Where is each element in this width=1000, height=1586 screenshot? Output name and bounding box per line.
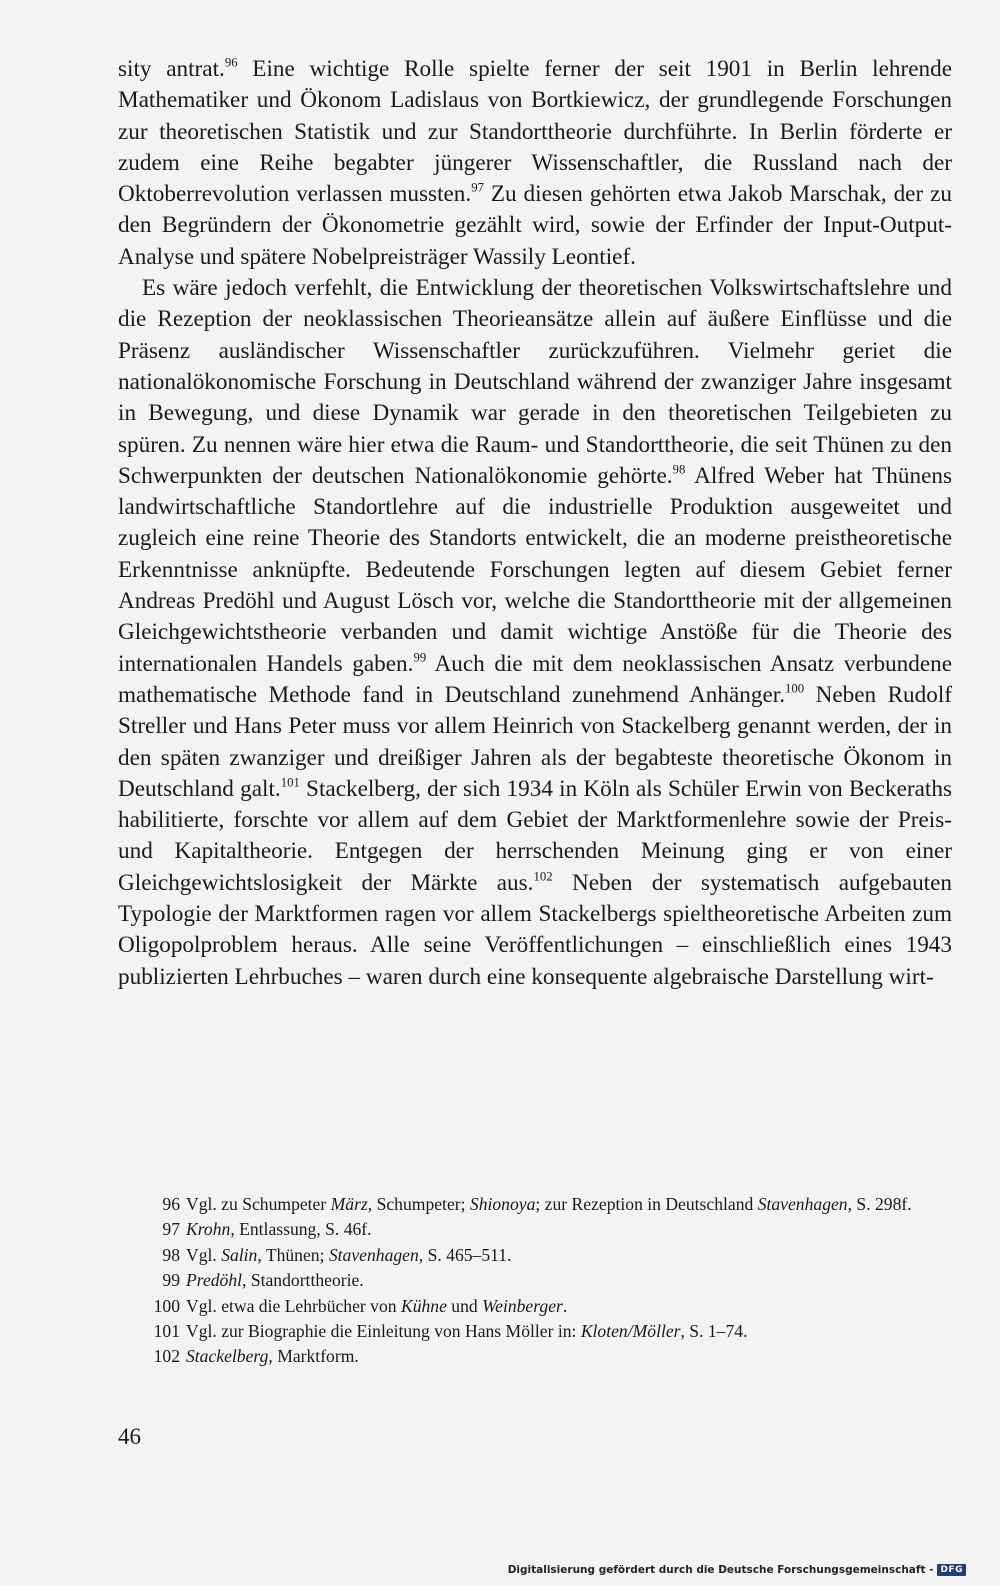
italic-text: Kühne — [400, 1295, 447, 1316]
text-run: Zu diesen gehörten etwa Jakob Marschak, der zu den Begründern der Ökonometrie gezählt wird, sowie der Erfinder der Input-Output-Analyse und spätere Nobelpreisträger Wassily Leontief. — [118, 181, 952, 270]
paragraph — [118, 54, 952, 273]
footnote — [118, 1344, 952, 1369]
footnote-ref: 100 — [785, 681, 805, 696]
italic-text: Stackelberg — [186, 1346, 269, 1367]
italic-text: Predöhl — [186, 1270, 243, 1291]
footnote-text — [186, 1217, 952, 1242]
footnote-ref: 97 — [471, 180, 484, 195]
italic-text: Weinberger — [482, 1295, 563, 1316]
italic-text: Shionoya — [469, 1194, 536, 1214]
text-run: sity antrat. — [118, 56, 225, 82]
text-run: Vgl. — [186, 1244, 222, 1265]
text-run: Auch die mit dem neoklassischen Ansatz verbundene mathematische Methode fand in Deutschland zunehmend Anhänger. — [118, 650, 952, 708]
footnote — [118, 1217, 952, 1242]
text-run: Stackelberg, der sich 1934 in Köln als Schüler Erwin von Beckeraths habilitierte, forschte vor allem auf dem Gebiet der Marktformenlehre sowie der Preis- und Kapitaltheorie. Entgegen der herrschenden Meinung ging er von einer Gleichgewichtslosigkeit der Märkte aus. — [118, 775, 952, 896]
text-run: Vgl. zu Schumpeter — [186, 1194, 331, 1214]
text-run: , S. 298f. — [847, 1194, 912, 1214]
footnote — [118, 1268, 952, 1293]
footnote-text — [186, 1294, 952, 1319]
footnote-text — [186, 1344, 952, 1369]
text-run: Es wäre jedoch verfehlt, die Entwicklung der theoretischen Volkswirtschaftslehre und die Rezeption der neoklassischen Theorieansätze allein auf äußere Einflüsse und die Präsenz ausländischer Wissenschaftler zurückzuführen. Vielmehr geriet die nationalökonomische Forschung in Deutschland während der zwanziger Jahre insgesamt in Bewegung, und diese Dynamik war gerade in den theoretischen Teilgebieten zu spüren. Zu nennen wäre hier etwa die Raum- und Standorttheorie, die seit Thünen zu den Schwerpunkten der deutschen Nationalökonomie gehörte. — [118, 275, 952, 489]
footnote-number: 98 — [162, 1244, 180, 1265]
footnote-number: 96 — [162, 1194, 180, 1214]
footnote-ref: 99 — [413, 650, 427, 665]
text-run: , Thünen; — [257, 1244, 329, 1265]
text-run: Vgl. etwa die Lehrbücher von — [186, 1295, 401, 1316]
footnote-ref: 102 — [533, 869, 553, 884]
italic-text: Salin — [221, 1244, 258, 1265]
text-run: ; zur Rezeption in Deutschland — [535, 1194, 758, 1214]
italic-text: Kloten/Möller — [580, 1321, 681, 1342]
text-run: Neben der systematisch aufgebauten Typologie der Marktformen ragen vor allem Stackelbergs spieltheoretische Arbeiten zum Oligopolproblem heraus. Alle seine Veröffentlichungen – einschließlich eines 1943 publizierten Lehrbuches – waren durch eine konsequente algebraische Darstellung wirt- — [118, 869, 953, 990]
footnote-ref: 101 — [280, 775, 300, 790]
text-run: , S. 465–511. — [418, 1244, 512, 1265]
footnotes — [118, 1192, 952, 1370]
footnote — [118, 1243, 952, 1268]
italic-text: März — [330, 1194, 368, 1214]
text-run: , Entlassung, S. 46f. — [230, 1219, 372, 1240]
body-text — [118, 54, 952, 993]
text-run: Alfred Weber hat Thünens landwirtschaftliche Standortlehre auf die industrielle Produktion ausgeweitet und zugleich eine reine Theorie des Standorts entwickelt, die an moderne preistheoretische Erkenntnisse anknüpfte. Bedeutende Forschungen legten auf diesem Gebiet ferner Andreas Predöhl und August Lösch vor, welche die Standorttheorie mit der allgemeinen Gleichgewichtstheorie verbanden und damit wichtige Anstöße für die Theorie des internationalen Handels gaben. — [118, 462, 952, 677]
footnote-text — [186, 1319, 952, 1344]
text-run: und — [446, 1295, 483, 1316]
italic-text: Stavenhagen — [757, 1194, 848, 1214]
text-run: , Schumpeter; — [367, 1194, 470, 1214]
footnote-number: 102 — [153, 1346, 180, 1367]
footnote-ref: 98 — [672, 462, 686, 477]
italic-text: Stavenhagen — [328, 1244, 419, 1265]
digitization-notice — [508, 1564, 966, 1576]
footnote — [118, 1319, 952, 1344]
footnote-ref: 96 — [224, 55, 238, 70]
text-run: , S. 1–74. — [680, 1321, 748, 1342]
digitization-notice-text: Digitalisierung gefördert durch die Deutsche Forschungsgemeinschaft - — [507, 1564, 934, 1576]
footnote-number: 101 — [153, 1321, 180, 1342]
footnote-number: 100 — [153, 1295, 180, 1316]
footnote — [118, 1294, 952, 1319]
page-number: 46 — [118, 1424, 141, 1449]
text-run: Eine wichtige Rolle spielte ferner der seit 1901 in Berlin lehrende Mathematiker und Ökonom Ladislaus von Bortkiewicz, der grundlegende Forschungen zur theoretischen Statistik und zur Standorttheorie durchführte. In Berlin förderte er zudem eine Reihe begabter jüngerer Wissenschaftler, die Russland nach der Oktoberrevolution verlassen mussten. — [118, 56, 952, 208]
italic-text: Krohn — [186, 1219, 231, 1240]
text-run: . — [562, 1295, 568, 1316]
paragraph — [118, 273, 952, 993]
text-run: Vgl. zur Biographie die Einleitung von Hans Möller in: — [186, 1321, 581, 1342]
footnote-number: 97 — [162, 1219, 180, 1240]
footnote-text — [186, 1268, 952, 1293]
text-run: Neben Rudolf Streller und Hans Peter muss vor allem Heinrich von Stackelberg genannt werden, der in den späten zwanziger und dreißiger Jahren als der begabteste theoretische Ökonom in Deutschland galt. — [118, 681, 952, 802]
footnote — [118, 1192, 952, 1217]
text-run: , Marktform. — [268, 1346, 359, 1367]
footnote-number: 99 — [162, 1270, 180, 1291]
footnote-text — [186, 1243, 952, 1268]
footnote-text — [186, 1192, 952, 1217]
dfg-logo: DFG — [937, 1564, 966, 1576]
text-run: , Standorttheorie. — [242, 1270, 364, 1291]
